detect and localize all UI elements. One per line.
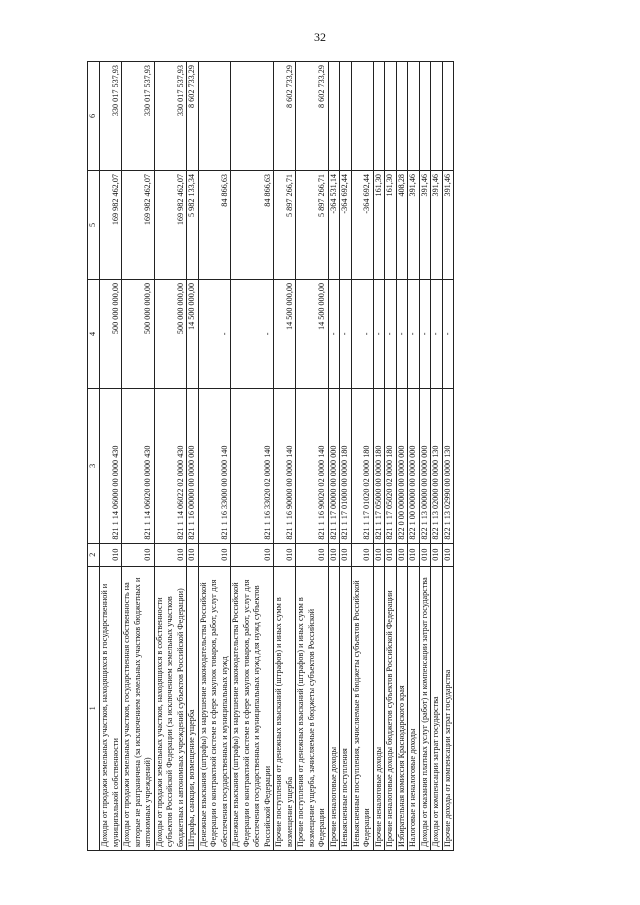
- row-plan: 14 500 000,00: [296, 279, 329, 388]
- table-row: [198, 62, 231, 851]
- row-name: Доходы от продажи земельных участков, находящихся в собственности субъектов Российской Федерации (за исключением земельных участков бюджетных и автономных учреждений субъектов Российской Федерации): [154, 566, 187, 850]
- row-fact: 5 982 133,34: [187, 170, 199, 279]
- table-row: [122, 62, 155, 851]
- table-row: [328, 62, 340, 851]
- row-prev: [351, 62, 373, 171]
- row-code: 010: [408, 543, 420, 566]
- row-fact: 84 866,63: [231, 170, 274, 279]
- row-kbk: 821 1 17 01020 02 0000 180: [351, 388, 373, 543]
- row-prev: [385, 62, 397, 171]
- table-row: [296, 62, 329, 851]
- header-col-1: 1: [88, 566, 100, 850]
- row-plan: 500 000 000,00: [100, 279, 122, 388]
- row-fact: 84 866,63: [198, 170, 231, 279]
- row-fact: -364 531,14: [328, 170, 340, 279]
- row-kbk: 822 1 00 00000 00 0000 000: [408, 388, 420, 543]
- row-plan: -: [373, 279, 385, 388]
- row-kbk: 821 1 17 05000 00 0000 180: [373, 388, 385, 543]
- row-fact: 391,46: [442, 170, 454, 279]
- table-row: [419, 62, 431, 851]
- row-name: Прочие неналоговые доходы: [373, 566, 385, 850]
- row-prev: [396, 62, 408, 171]
- row-kbk: 821 1 16 33000 00 0000 140: [198, 388, 231, 543]
- row-plan: 500 000 000,00: [154, 279, 187, 388]
- row-plan: -: [408, 279, 420, 388]
- row-name: Прочие доходы от компенсации затрат государства: [442, 566, 454, 850]
- table-row: [396, 62, 408, 851]
- row-prev: 330 017 537,93: [122, 62, 155, 171]
- row-prev: [328, 62, 340, 171]
- row-name: Избирательная комиссия Краснодарского края: [396, 566, 408, 850]
- header-col-4: 4: [88, 279, 100, 388]
- row-code: 010: [340, 543, 352, 566]
- row-code: 010: [328, 543, 340, 566]
- row-name: Денежные взыскания (штрафы) за нарушение законодательства Российской Федерации о контрактной системе в сфере закупок товаров, работ, услуг для обеспечения государственных и муниципальных нужд: [198, 566, 231, 850]
- row-plan: -: [431, 279, 443, 388]
- row-kbk: 822 1 13 02000 00 0000 130: [431, 388, 443, 543]
- row-code: 010: [274, 543, 296, 566]
- row-prev: 8 602 733,29: [274, 62, 296, 171]
- row-code: 010: [385, 543, 397, 566]
- row-prev: 8 602 733,29: [296, 62, 329, 171]
- row-fact: -364 692,44: [340, 170, 352, 279]
- row-prev: [198, 62, 231, 171]
- row-kbk: 821 1 16 33020 02 0000 140: [231, 388, 274, 543]
- row-prev: [419, 62, 431, 171]
- row-fact: 169 982 462,07: [154, 170, 187, 279]
- table-row: [340, 62, 352, 851]
- budget-table: [87, 61, 454, 851]
- row-fact: 5 897 266,71: [274, 170, 296, 279]
- table-header-row: [88, 62, 100, 851]
- row-kbk: 821 1 14 06022 02 0000 430: [154, 388, 187, 543]
- row-code: 010: [187, 543, 199, 566]
- row-prev: [373, 62, 385, 171]
- table-row: [431, 62, 443, 851]
- row-prev: [408, 62, 420, 171]
- row-plan: -: [419, 279, 431, 388]
- row-fact: 169 982 462,07: [122, 170, 155, 279]
- row-code: 010: [431, 543, 443, 566]
- row-name: Невыясненные поступления: [340, 566, 352, 850]
- row-plan: 14 500 000,00: [187, 279, 199, 388]
- row-code: 010: [373, 543, 385, 566]
- row-kbk: 821 1 17 00000 00 0000 000: [328, 388, 340, 543]
- row-plan: -: [396, 279, 408, 388]
- row-kbk: 821 1 14 06020 00 0000 430: [122, 388, 155, 543]
- row-name: Невыясненные поступления, зачисляемые в бюджеты субъектов Российской Федерации: [351, 566, 373, 850]
- row-code: 010: [442, 543, 454, 566]
- header-col-5: 5: [88, 170, 100, 279]
- row-prev: [231, 62, 274, 171]
- table-row: [274, 62, 296, 851]
- row-plan: 500 000 000,00: [122, 279, 155, 388]
- row-code: 010: [122, 543, 155, 566]
- row-plan: -: [385, 279, 397, 388]
- row-code: 010: [396, 543, 408, 566]
- row-plan: 14 500 000,00: [274, 279, 296, 388]
- row-code: 010: [154, 543, 187, 566]
- row-code: 010: [100, 543, 122, 566]
- row-kbk: 821 1 17 05020 02 0000 180: [385, 388, 397, 543]
- row-fact: 161,30: [385, 170, 397, 279]
- row-fact: 391,46: [419, 170, 431, 279]
- rotated-table-container: [87, 61, 587, 851]
- row-fact: 169 982 462,07: [100, 170, 122, 279]
- header-col-6: 6: [88, 62, 100, 171]
- row-name: Доходы от компенсации затрат государства: [431, 566, 443, 850]
- header-col-2: 2: [88, 543, 100, 566]
- row-name: Доходы от оказания платных услуг (работ) и компенсации затрат государства: [419, 566, 431, 850]
- table-row: [385, 62, 397, 851]
- row-kbk: 821 1 16 90000 00 0000 140: [274, 388, 296, 543]
- row-prev: 8 602 733,29: [187, 62, 199, 171]
- header-col-3: 3: [88, 388, 100, 543]
- row-fact: 391,46: [408, 170, 420, 279]
- row-prev: [442, 62, 454, 171]
- row-code: 010: [198, 543, 231, 566]
- row-name: Прочие поступления от денежных взысканий (штрафов) и иных сумм в возмещение ущерба, зачисляемые в бюджеты субъектов Российской Федерации: [296, 566, 329, 850]
- row-prev: [340, 62, 352, 171]
- row-name: Штрафы, санкции, возмещение ущерба: [187, 566, 199, 850]
- row-name: Прочие неналоговые доходы бюджетов субъектов Российской Федерации: [385, 566, 397, 850]
- row-code: 010: [419, 543, 431, 566]
- row-name: Доходы от продажи земельных участков, находящихся в государственной и муниципальной собственности: [100, 566, 122, 850]
- table-row: [231, 62, 274, 851]
- row-fact: -364 692,44: [351, 170, 373, 279]
- page-number: 32: [314, 30, 326, 44]
- row-prev: 330 017 537,93: [100, 62, 122, 171]
- row-name: Прочие поступления от денежных взысканий (штрафов) и иных сумм в возмещение ущерба: [274, 566, 296, 850]
- table-row: [187, 62, 199, 851]
- row-plan: -: [442, 279, 454, 388]
- row-plan: -: [340, 279, 352, 388]
- row-fact: 391,46: [431, 170, 443, 279]
- table-row: [373, 62, 385, 851]
- row-fact: 161,30: [373, 170, 385, 279]
- table-row: [154, 62, 187, 851]
- row-kbk: 821 1 17 01000 00 0000 180: [340, 388, 352, 543]
- row-kbk: 821 1 16 00000 00 0000 000: [187, 388, 199, 543]
- row-kbk: 822 0 00 00000 00 0000 000: [396, 388, 408, 543]
- row-code: 010: [351, 543, 373, 566]
- table-row: [351, 62, 373, 851]
- row-plan: -: [328, 279, 340, 388]
- row-code: 010: [296, 543, 329, 566]
- row-name: Прочие неналоговые доходы: [328, 566, 340, 850]
- row-plan: -: [351, 279, 373, 388]
- row-prev: [431, 62, 443, 171]
- row-name: Доходы от продажи земельных участков, государственная собственность на которые не разграничена (за исключением земельных участков бюджетных и автономных учреждений): [122, 566, 155, 850]
- row-kbk: 821 1 14 06000 00 0000 430: [100, 388, 122, 543]
- row-name: Денежные взыскания (штрафы) за нарушение законодательства Российской Федерации о контрактной системе в сфере закупок товаров, работ, услуг для обеспечения государственных и муниципальных нужд для нужд субъектов Российской Федерации: [231, 566, 274, 850]
- table-row: [100, 62, 122, 851]
- row-fact: 5 897 266,71: [296, 170, 329, 279]
- table-row: [442, 62, 454, 851]
- row-code: 010: [231, 543, 274, 566]
- row-kbk: 822 1 13 02990 00 0000 130: [442, 388, 454, 543]
- row-kbk: 821 1 16 90020 02 0000 140: [296, 388, 329, 543]
- row-prev: 330 017 537,93: [154, 62, 187, 171]
- row-kbk: 822 1 13 00000 00 0000 000: [419, 388, 431, 543]
- row-name: Налоговые и неналоговые доходы: [408, 566, 420, 850]
- row-plan: -: [198, 279, 231, 388]
- row-plan: -: [231, 279, 274, 388]
- table-row: [408, 62, 420, 851]
- row-fact: 408,28: [396, 170, 408, 279]
